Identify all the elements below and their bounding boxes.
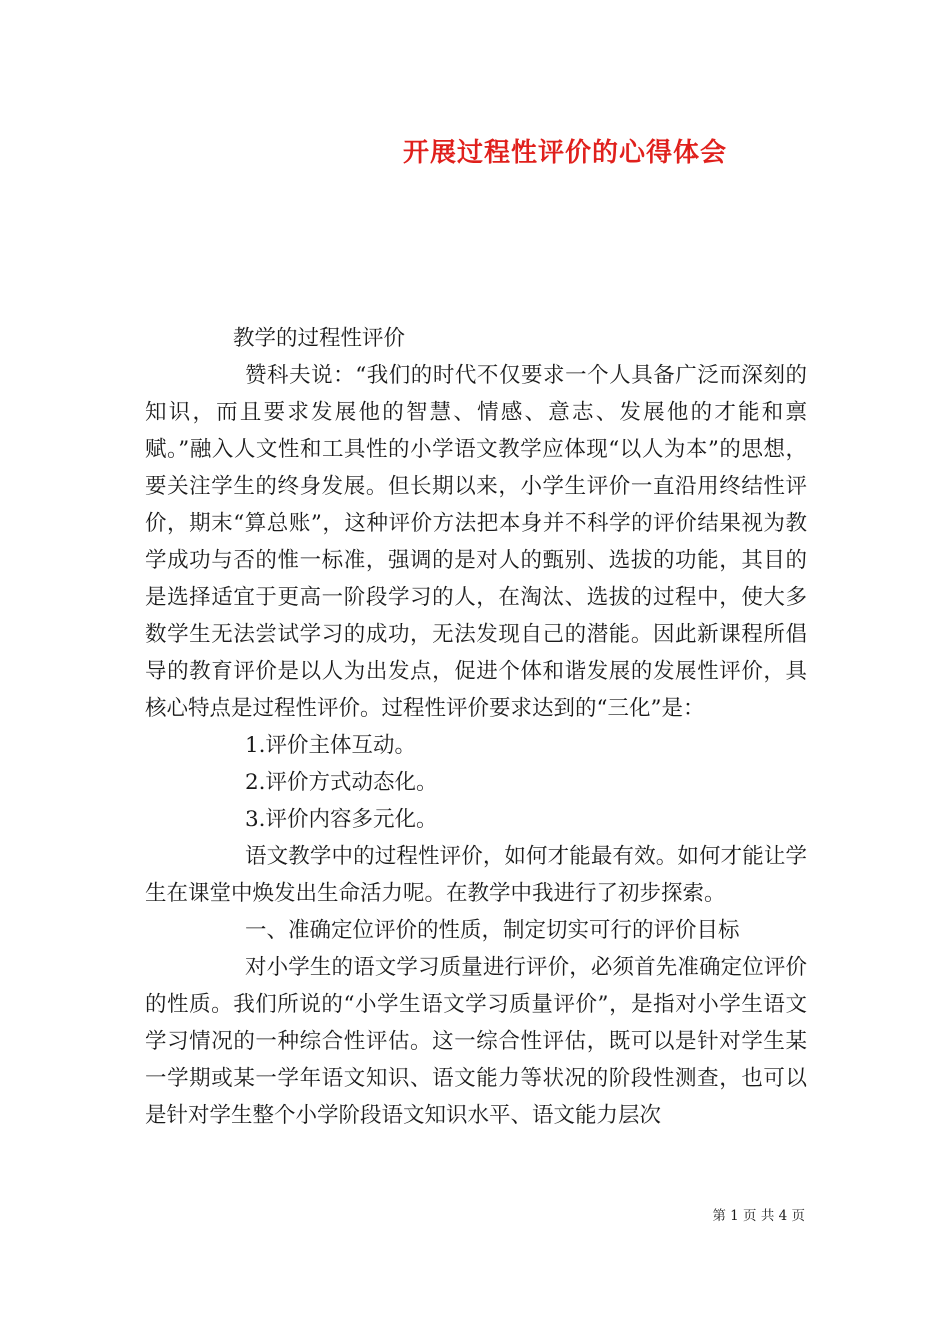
document-body [145,320,807,1134]
list-item-2: 2.评价方式动态化。 [245,770,438,795]
list-item-1: 1.评价主体互动。 [245,733,417,758]
list-item-3: 3.评价内容多元化。 [245,807,438,832]
page-footer: 第 1 页 共 4 页 [712,1208,805,1224]
document-title: 开展过程性评价的心得体会 [402,138,727,168]
heading-1: 一、准确定位评价的性质，制定切实可行的评价目标 [245,918,740,943]
section-heading: 教学的过程性评价 [233,326,406,351]
paragraph-3: 对小学生的语文学习质量进行评价，必须首先准确定位评价的性质。我们所说的“小学生语文学习质量评价”，是指对小学生语文学习情况的一种综合性评估。这一综合性评估，既可以是针对学生某一学期或某一学年语文知识、语文能力等状况的阶段性测查，也可以是针对学生整个小学阶段语文知识水平、语文能力层次 [145,955,807,1128]
paragraph-2: 语文教学中的过程性评价，如何才能最有效。如何才能让学生在课堂中焕发出生命活力呢。在教学中我进行了初步探索。 [145,844,807,906]
paragraph-1: 赞科夫说：“我们的时代不仅要求一个人具备广泛而深刻的知识，而且要求发展他的智慧、情感、意志、发展他的才能和禀赋。”融入人文性和工具性的小学语文教学应体现“以人为本”的思想，要关注学生的终身发展。但长期以来，小学生评价一直沿用终结性评价，期末“算总账”，这种评价方法把本身并不科学的评价结果视为教学成功与否的惟一标准，强调的是对人的甄别、选拔的功能，其目的是选择适宜于更高一阶段学习的人，在淘汰、选拔的过程中，使大多数学生无法尝试学习的成功，无法发现自己的潜能。因此新课程所倡导的教育评价是以人为出发点，促进个体和谐发展的发展性评价，具核心特点是过程性评价。过程性评价要求达到的“三化”是： [145,363,807,721]
